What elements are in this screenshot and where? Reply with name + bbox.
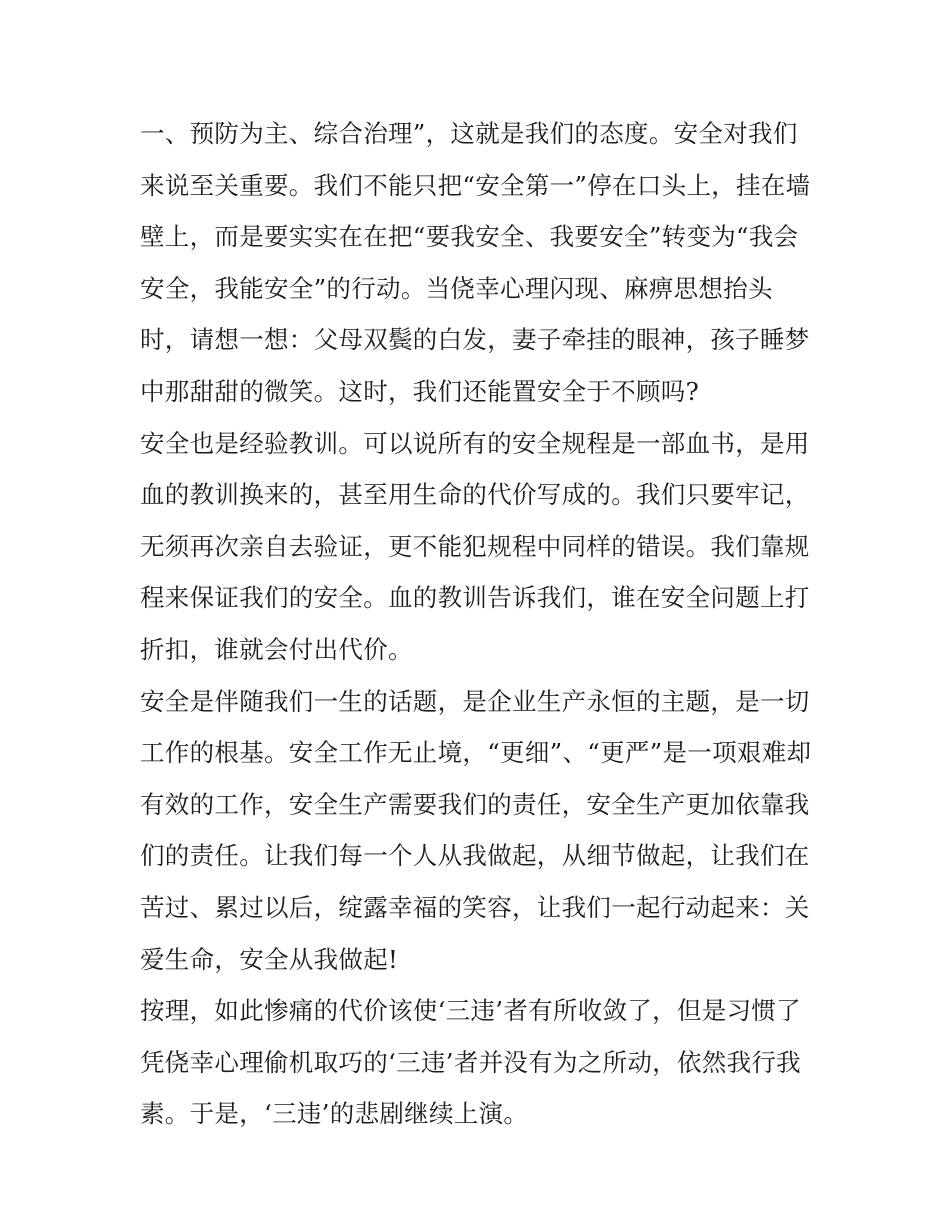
text-line: 安全，我能安全”的行动。当侥幸心理闪现、麻痹思想抬头 xyxy=(140,273,773,303)
paragraph-4 xyxy=(140,985,820,1140)
text-line: 无须再次亲自去验证，更不能犯规程中同样的错误。我们靠规 xyxy=(140,531,810,561)
paragraph-1 xyxy=(140,108,820,418)
text-line: 血的教训换来的，甚至用生命的代价写成的。我们只要牢记， xyxy=(140,480,810,510)
text-line: 程来保证我们的安全。血的教训告诉我们，谁在安全问题上打 xyxy=(140,583,810,613)
document-body xyxy=(140,108,820,1140)
paragraph-2 xyxy=(140,418,820,676)
text-line: 时，请想一想：父母双鬓的白发，妻子牵挂的眼神，孩子睡梦 xyxy=(140,325,810,355)
text-line: 素。于是，‘三违’的悲剧继续上演。 xyxy=(140,1099,529,1129)
text-line: 工作的根基。安全工作无止境，“更细”、“更严”是一项艰难却 xyxy=(140,738,812,768)
paragraph-3 xyxy=(140,676,820,986)
text-line: 有效的工作，安全生产需要我们的责任，安全生产更加依靠我 xyxy=(140,789,810,819)
text-line: 来说至关重要。我们不能只把“安全第一”停在口头上，挂在墙 xyxy=(140,170,811,200)
text-line: 凭侥幸心理偷机取巧的‘三违’者并没有为之所动，依然我行我 xyxy=(140,1047,801,1077)
text-line: 苦过、累过以后，绽露幸福的笑容，让我们一起行动起来：关 xyxy=(140,892,810,922)
text-line: 折扣，谁就会付出代价。 xyxy=(140,634,413,664)
text-line: 爱生命，安全从我做起! xyxy=(140,944,399,974)
text-line: 一、预防为主、综合治理”，这就是我们的态度。安全对我们 xyxy=(140,119,798,148)
text-line: 安全也是经验教训。可以说所有的安全规程是一部血书，是用 xyxy=(140,428,810,458)
text-line: 们的责任。让我们每一个人从我做起，从细节做起，让我们在 xyxy=(140,841,810,871)
text-line: 按理，如此惨痛的代价该使‘三违’者有所收敛了，但是习惯了 xyxy=(140,996,801,1026)
text-line: 壁上，而是要实实在在把“要我安全、我要安全”转变为“我会 xyxy=(140,222,799,252)
text-line: 中那甜甜的微笑。这时，我们还能置安全于不顾吗? xyxy=(140,376,700,406)
text-line: 安全是伴随我们一生的话题，是企业生产永恒的主题，是一切 xyxy=(140,686,810,716)
